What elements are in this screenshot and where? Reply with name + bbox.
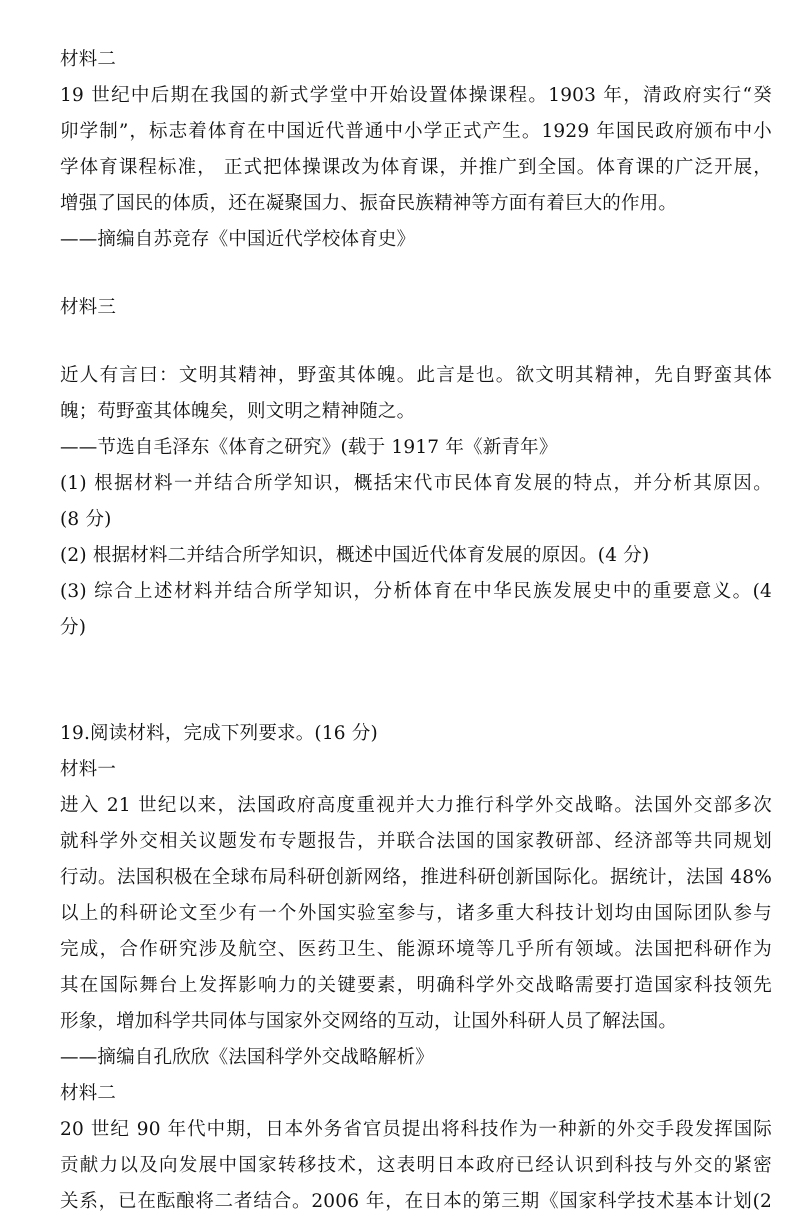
q19-material-1-line: 形象，增加科学共同体与国家外交网络的互动，让国外科研人员了解法国。	[60, 1011, 678, 1032]
question-1-score: (8 分)	[60, 509, 112, 530]
q19-material-1-source: ——摘编自孔欣欣《法国科学外交战略解析》	[60, 1047, 435, 1068]
q19-material-1-line: 就科学外交相关议题发布专题报告，并联合法国的国家教研部、经济部等共同规划	[60, 831, 772, 852]
material-3-heading: 材料三	[60, 297, 117, 318]
question-1: (1) 根据材料一并结合所学知识，概括宋代市民体育发展的特点，并分析其原因。	[60, 473, 772, 494]
q19-material-1-line: 进入 21 世纪以来，法国政府高度重视并大力推行科学外交战略。法国外交部多次	[60, 795, 772, 816]
q19-material-1-heading: 材料一	[60, 759, 117, 780]
q19-material-2-line: 关系，已在酝酿将二者结合。2006 年，在日本的第三期《国家科学技术基本计划(2	[60, 1191, 772, 1212]
material-2-source: ——摘编自苏竞存《中国近代学校体育史》	[60, 229, 416, 250]
question-2: (2) 根据材料二并结合所学知识，概述中国近代体育发展的原因。(4 分)	[60, 545, 650, 566]
q19-material-1-line: 完成，合作研究涉及航空、医药卫生、能源环境等几乎所有领域。法国把科研作为	[60, 939, 772, 960]
material-2-line: 19 世纪中后期在我国的新式学堂中开始设置体操课程。1903 年，清政府实行“癸	[60, 85, 772, 106]
question-19-title: 19.阅读材料，完成下列要求。(16 分)	[60, 723, 378, 744]
material-2-line: 增强了国民的体质，还在凝聚国力、振奋民族精神等方面有着巨大的作用。	[60, 193, 678, 214]
q19-material-2-heading: 材料二	[60, 1083, 117, 1104]
material-3-line: 魄；苟野蛮其体魄矣，则文明之精神随之。	[60, 401, 416, 422]
material-2-heading: 材料二	[60, 49, 117, 70]
material-3-source: ——节选自毛泽东《体育之研究》(载于 1917 年《新青年》	[60, 437, 558, 458]
q19-material-1-line: 其在国际舞台上发挥影响力的关键要素，明确科学外交战略需要打造国家科技领先	[60, 975, 772, 996]
material-2-line: 学体育课程标准， 正式把体操课改为体育课，并推广到全国。体育课的广泛开展，	[60, 157, 772, 178]
material-3-line: 近人有言曰：文明其精神，野蛮其体魄。此言是也。欲文明其精神，先自野蛮其体	[60, 365, 772, 386]
q19-material-2-line: 贡献力以及向发展中国家转移技术，这表明日本政府已经认识到科技与外交的紧密	[60, 1155, 772, 1176]
question-3-score: 分)	[60, 617, 87, 638]
question-3: (3) 综合上述材料并结合所学知识，分析体育在中华民族发展史中的重要意义。(4	[60, 581, 772, 602]
q19-material-1-line: 行动。法国积极在全球布局科研创新网络，推进科研创新国际化。据统计，法国 48%	[60, 867, 772, 888]
document-page	[60, 42, 772, 1220]
q19-material-1-line: 以上的科研论文至少有一个外国实验室参与，诸多重大科技计划均由国际团队参与	[60, 903, 772, 924]
material-2-line: 卯学制”，标志着体育在中国近代普通中小学正式产生。1929 年国民政府颁布中小	[60, 121, 772, 142]
q19-material-2-line: 20 世纪 90 年代中期，日本外务省官员提出将科技作为一种新的外交手段发挥国际	[60, 1119, 772, 1140]
